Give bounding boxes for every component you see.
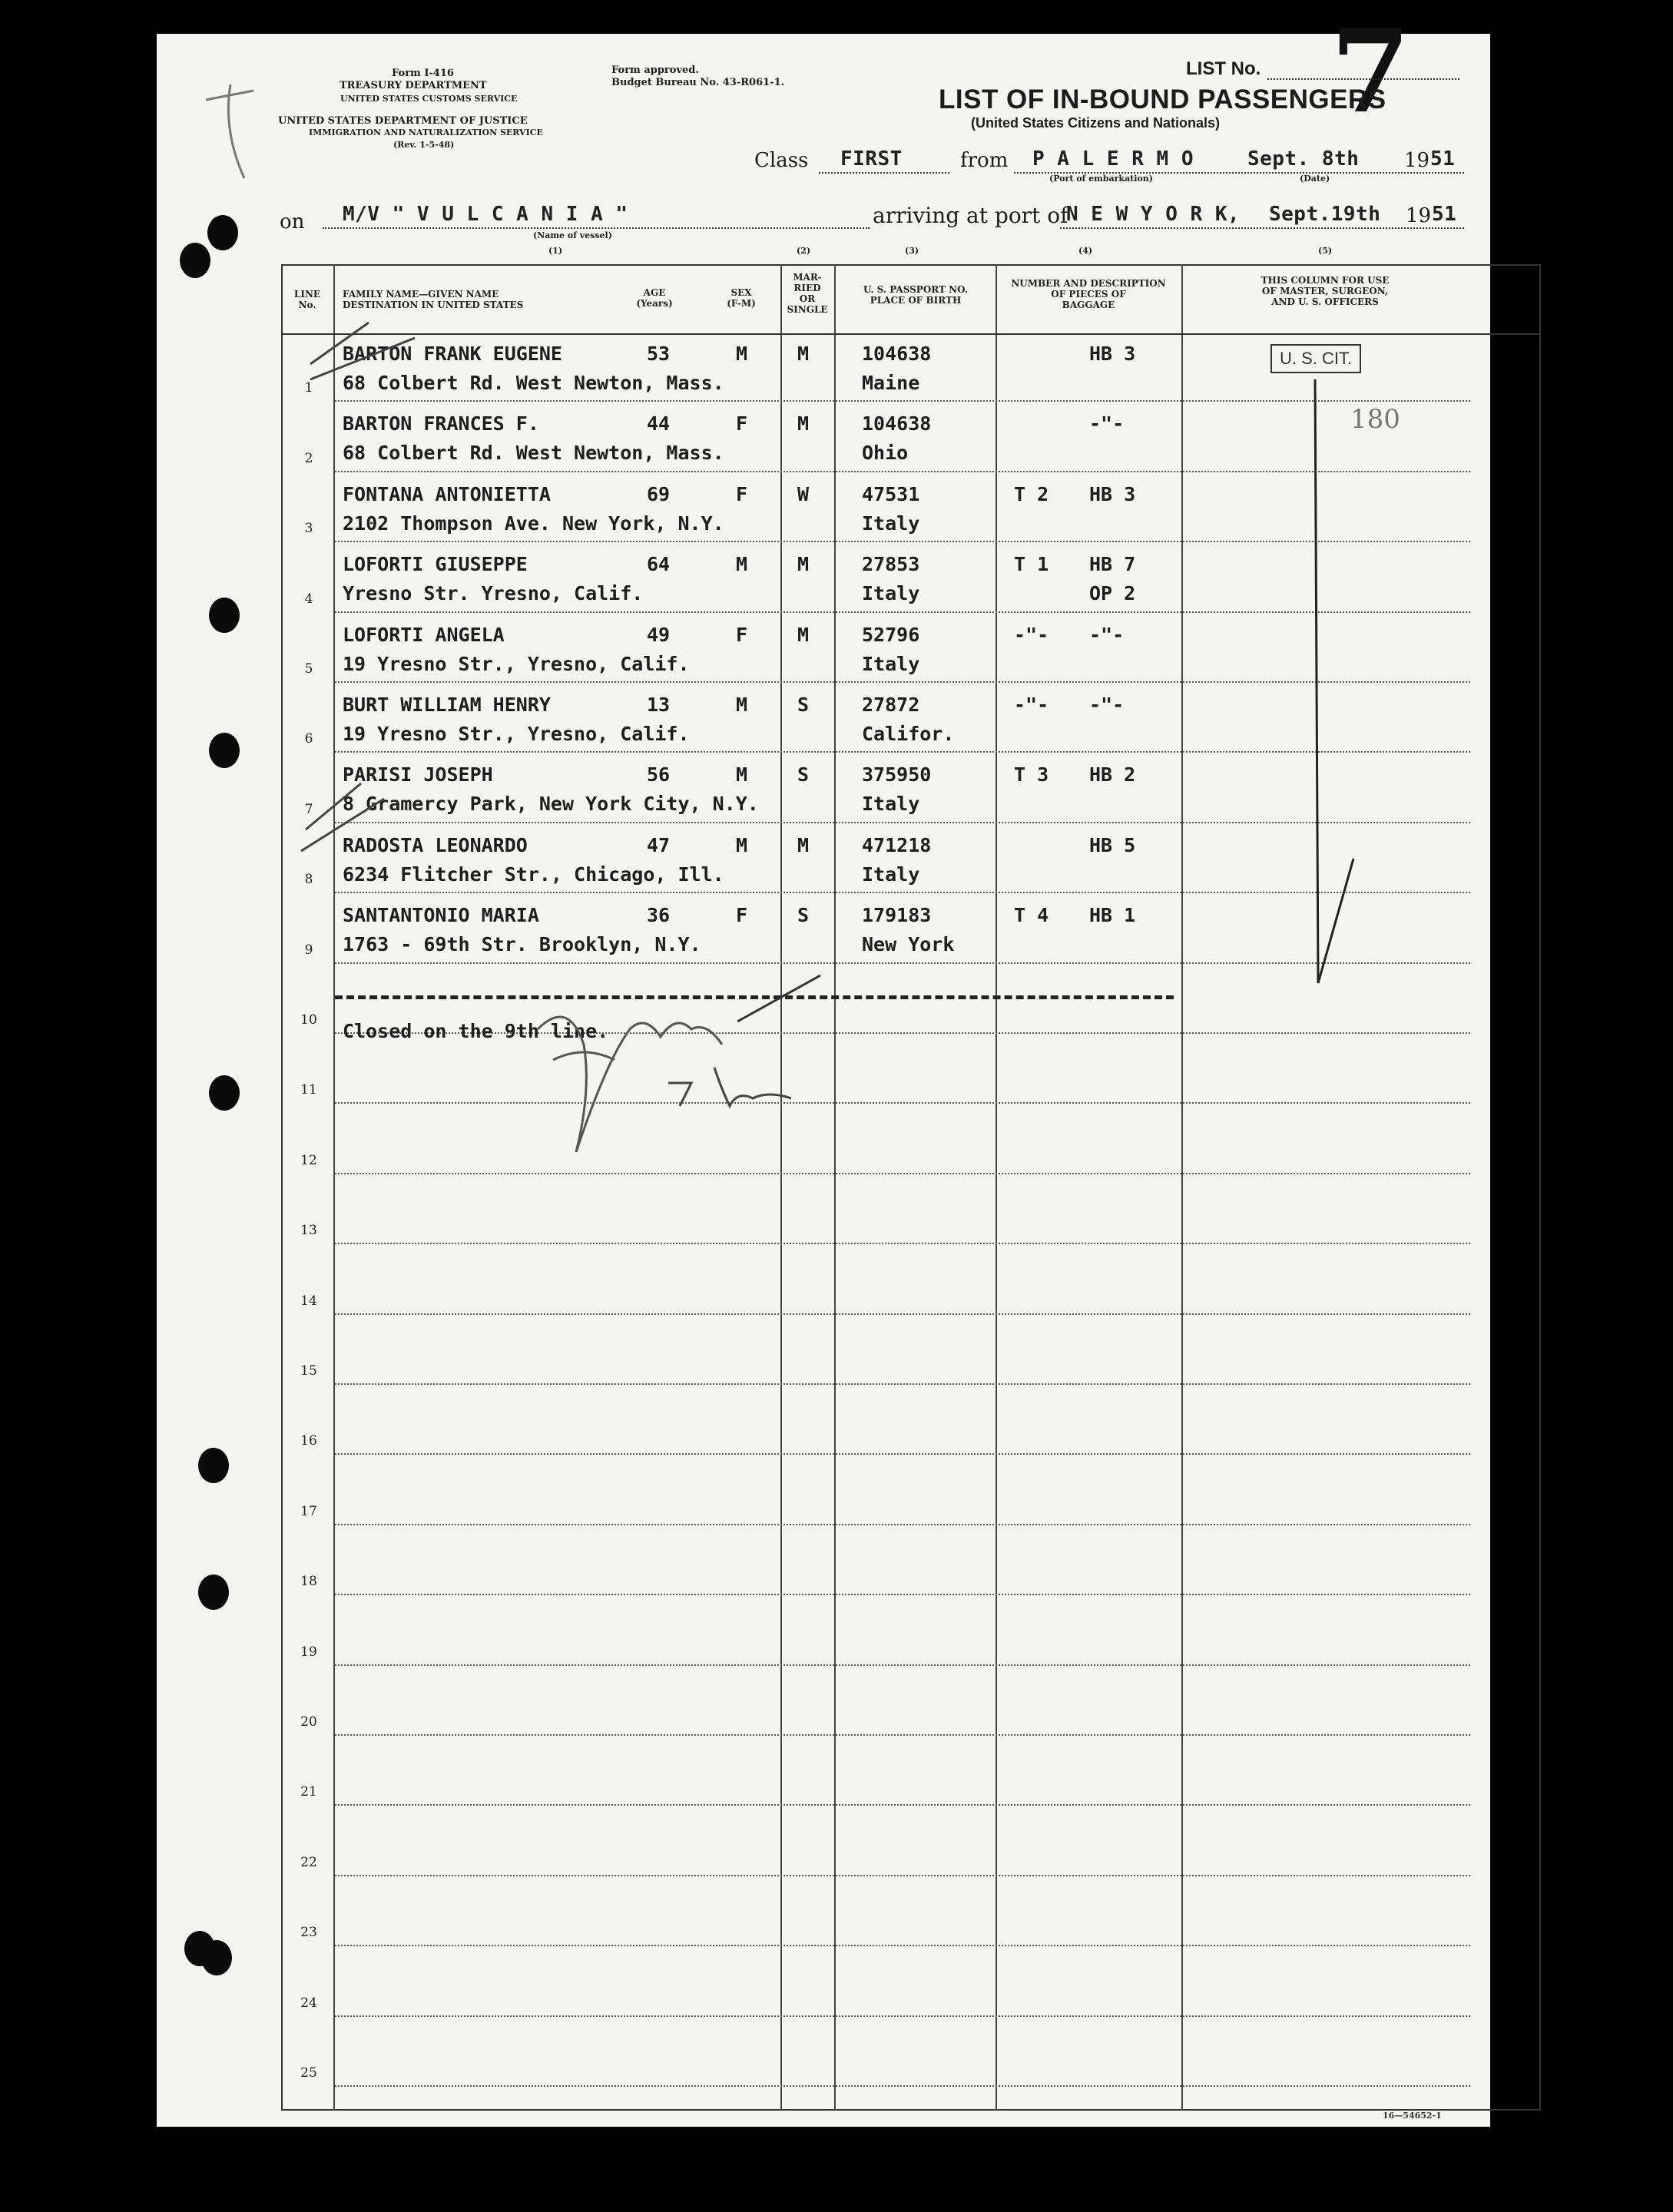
passenger-name: BURT WILLIAM HENRY bbox=[343, 694, 551, 716]
row-separator bbox=[335, 1243, 1470, 1244]
row-separator bbox=[335, 1945, 1470, 1946]
passenger-sex: M bbox=[736, 694, 748, 716]
header-line-no: LINE No. bbox=[293, 289, 321, 310]
line-number: 7 bbox=[304, 801, 313, 817]
arriving-label: arriving at port of bbox=[873, 203, 1068, 228]
port-embarkation: P A L E R M O bbox=[1032, 147, 1194, 171]
passenger-age: 56 bbox=[647, 763, 671, 786]
row-separator bbox=[335, 1734, 1470, 1736]
arrival-underline bbox=[1060, 227, 1464, 229]
header-sex: SEX (F-M) bbox=[727, 287, 756, 309]
class-label: Class bbox=[754, 149, 809, 172]
list-no-value: 7 bbox=[1330, 4, 1411, 139]
header-name: FAMILY NAME—GIVEN NAME DESTINATION IN UNITED STATES bbox=[343, 289, 524, 310]
place-of-birth: Italy bbox=[862, 652, 920, 675]
passport-number: 27872 bbox=[862, 694, 920, 716]
passenger-age: 53 bbox=[647, 343, 671, 365]
line-number: 16 bbox=[300, 1433, 317, 1449]
arrival-port: N E W Y O R K, bbox=[1066, 203, 1241, 226]
vessel-name: M/V " V U L C A N I A " bbox=[343, 203, 628, 226]
vessel-underline bbox=[323, 227, 870, 229]
passenger-name: LOFORTI GIUSEPPE bbox=[343, 553, 528, 576]
embark-year-prefix: 19 bbox=[1404, 149, 1430, 172]
line-number: 2 bbox=[304, 450, 313, 466]
passenger-age: 64 bbox=[647, 553, 671, 576]
baggage-hand: HB 3 bbox=[1089, 343, 1136, 365]
baggage-trunks: T 4 bbox=[1014, 904, 1049, 927]
baggage-hand: HB 2 bbox=[1089, 763, 1136, 786]
line-number: 14 bbox=[300, 1293, 317, 1309]
line-number: 13 bbox=[300, 1223, 317, 1239]
passenger-age: 44 bbox=[647, 412, 671, 435]
date-caption: (Date) bbox=[1300, 174, 1330, 184]
header-age: AGE (Years) bbox=[636, 287, 673, 309]
header-officers: THIS COLUMN FOR USE OF MASTER, SURGEON, AND U. S. OFFICERS bbox=[1261, 275, 1390, 307]
row-separator bbox=[335, 1383, 1470, 1385]
line-number: 18 bbox=[300, 1574, 317, 1590]
punch-hole bbox=[209, 733, 240, 768]
row-separator bbox=[335, 1804, 1470, 1806]
header-passport: U. S. PASSPORT NO. PLACE OF BIRTH bbox=[863, 284, 969, 306]
baggage-trunks: T 3 bbox=[1014, 763, 1049, 786]
treasury-dept: TREASURY DEPARTMENT bbox=[340, 80, 487, 91]
row-separator bbox=[335, 1102, 1470, 1104]
embark-date: Sept. 8th bbox=[1247, 147, 1360, 171]
passenger-marital-status: M bbox=[797, 833, 810, 856]
baggage-trunks: T 2 bbox=[1014, 482, 1049, 505]
row-separator bbox=[335, 681, 1470, 683]
vessel-caption: (Name of vessel) bbox=[533, 230, 612, 240]
stamp-number: 180 bbox=[1350, 404, 1400, 435]
passenger-marital-status: M bbox=[797, 412, 810, 435]
col-3-number: (3) bbox=[905, 246, 919, 256]
passenger-marital-status: S bbox=[797, 694, 810, 716]
passenger-sex: F bbox=[736, 623, 748, 646]
row-separator bbox=[335, 471, 1470, 472]
passport-number: 104638 bbox=[862, 343, 932, 365]
destination-address: 68 Colbert Rd. West Newton, Mass. bbox=[343, 372, 724, 394]
passenger-age: 13 bbox=[647, 694, 671, 716]
row-separator bbox=[335, 1173, 1470, 1174]
justice-dept: UNITED STATES DEPARTMENT OF JUSTICE bbox=[278, 115, 528, 127]
passport-number: 27853 bbox=[862, 553, 920, 576]
passenger-age: 69 bbox=[647, 482, 671, 505]
punch-hole bbox=[180, 243, 210, 278]
destination-address: 6234 Flitcher Str., Chicago, Ill. bbox=[343, 863, 724, 886]
line-number: 11 bbox=[300, 1082, 317, 1098]
stamp-text: U. S. CIT. bbox=[1280, 349, 1353, 368]
place-of-birth: New York bbox=[862, 933, 955, 956]
punch-hole bbox=[209, 1075, 240, 1111]
passenger-marital-status: M bbox=[797, 553, 810, 576]
line-number: 23 bbox=[300, 1925, 317, 1941]
punch-hole bbox=[209, 598, 240, 633]
line-number: 24 bbox=[300, 1995, 317, 2011]
place-of-birth: Maine bbox=[862, 372, 920, 394]
line-number: 15 bbox=[300, 1363, 317, 1379]
passport-number: 471218 bbox=[862, 833, 932, 856]
baggage-hand: HB 5 bbox=[1089, 833, 1136, 856]
passenger-age: 49 bbox=[647, 623, 671, 646]
list-no-label: LIST No. bbox=[1186, 58, 1261, 79]
revision: (Rev. 1-5-48) bbox=[393, 140, 455, 150]
row-separator bbox=[335, 751, 1470, 753]
passenger-sex: M bbox=[736, 343, 748, 365]
destination-address: 19 Yresno Str., Yresno, Calif. bbox=[343, 723, 690, 745]
class-value: FIRST bbox=[840, 147, 903, 171]
line-number: 1 bbox=[304, 380, 313, 396]
arrival-year-prefix: 19 bbox=[1406, 204, 1432, 227]
passenger-sex: M bbox=[736, 553, 748, 576]
line-number: 5 bbox=[304, 661, 313, 677]
punch-hole bbox=[201, 1940, 232, 1975]
passenger-name: BARTON FRANK EUGENE bbox=[343, 343, 562, 365]
arrival-year: 51 bbox=[1432, 203, 1457, 226]
passenger-marital-status: M bbox=[797, 343, 810, 365]
destination-address: 8 Gramercy Park, New York City, N.Y. bbox=[343, 793, 759, 816]
passenger-marital-status: S bbox=[797, 763, 810, 786]
line-number: 21 bbox=[300, 1784, 317, 1800]
from-label: from bbox=[960, 149, 1009, 172]
passport-number: 52796 bbox=[862, 623, 920, 646]
row-separator bbox=[335, 822, 1470, 823]
line-number: 9 bbox=[304, 942, 313, 958]
destination-address: 68 Colbert Rd. West Newton, Mass. bbox=[343, 442, 724, 465]
vessel-col-number: (1) bbox=[548, 246, 563, 256]
customs-service: UNITED STATES CUSTOMS SERVICE bbox=[340, 94, 518, 104]
passenger-marital-status: S bbox=[797, 904, 810, 927]
header-baggage: NUMBER AND DESCRIPTION OF PIECES OF BAGGAGE bbox=[1011, 278, 1166, 310]
row-separator bbox=[335, 1594, 1470, 1595]
closing-rule bbox=[335, 995, 1174, 999]
line-number: 10 bbox=[300, 1012, 317, 1028]
document-title: LIST OF IN-BOUND PASSENGERS bbox=[939, 84, 1386, 114]
passenger-name: PARISI JOSEPH bbox=[343, 763, 493, 786]
baggage-hand: HB 3 bbox=[1089, 482, 1136, 505]
col-4-number: (4) bbox=[1078, 246, 1093, 256]
passenger-name: RADOSTA LEONARDO bbox=[343, 833, 528, 856]
baggage-trunks: -"- bbox=[1014, 694, 1049, 716]
arrival-date: Sept.19th bbox=[1269, 203, 1381, 226]
row-separator bbox=[335, 1664, 1470, 1666]
passenger-age: 47 bbox=[647, 833, 671, 856]
passport-number: 375950 bbox=[862, 763, 932, 786]
baggage-hand: HB 1 bbox=[1089, 904, 1136, 927]
col-2-number: (2) bbox=[797, 246, 811, 256]
place-of-birth: Italy bbox=[862, 512, 920, 535]
passenger-name: BARTON FRANCES F. bbox=[343, 412, 539, 435]
line-number: 3 bbox=[304, 521, 313, 537]
baggage-trunks: T 1 bbox=[1014, 553, 1049, 576]
destination-address: Yresno Str. Yresno, Calif. bbox=[343, 582, 644, 605]
place-of-birth: Califor. bbox=[862, 723, 955, 745]
place-of-birth: Italy bbox=[862, 793, 920, 816]
class-underline bbox=[819, 172, 949, 174]
budget-bureau: Budget Bureau No. 43-R061-1. bbox=[611, 77, 785, 88]
row-separator bbox=[335, 2085, 1470, 2087]
row-separator bbox=[335, 962, 1470, 964]
line-number: 19 bbox=[300, 1644, 317, 1660]
baggage-hand: -"- bbox=[1089, 623, 1125, 646]
on-label: on bbox=[280, 210, 305, 233]
line-number: 25 bbox=[300, 2065, 317, 2081]
place-of-birth: Ohio bbox=[862, 442, 909, 465]
col-5-number: (5) bbox=[1318, 246, 1333, 256]
line-number: 12 bbox=[300, 1152, 317, 1168]
line-number: 17 bbox=[300, 1503, 317, 1519]
row-separator bbox=[335, 400, 1470, 402]
row-separator bbox=[335, 892, 1470, 893]
embark-year: 51 bbox=[1430, 147, 1456, 171]
baggage-hand: -"- bbox=[1089, 694, 1125, 716]
passenger-sex: M bbox=[736, 833, 748, 856]
row-separator bbox=[335, 1875, 1470, 1876]
destination-address: 19 Yresno Str., Yresno, Calif. bbox=[343, 652, 690, 675]
port-caption: (Port of embarkation) bbox=[1049, 174, 1153, 184]
row-separator bbox=[335, 1313, 1470, 1315]
place-of-birth: Italy bbox=[862, 863, 920, 886]
line-number: 20 bbox=[300, 1714, 317, 1730]
baggage-trunks: -"- bbox=[1014, 623, 1049, 646]
line-number: 4 bbox=[304, 591, 313, 607]
passport-number: 104638 bbox=[862, 412, 932, 435]
footer-code: 16—54652-1 bbox=[1383, 2111, 1442, 2121]
passport-number: 179183 bbox=[862, 904, 932, 927]
line-number: 8 bbox=[304, 872, 313, 888]
line-number: 6 bbox=[304, 731, 313, 747]
passenger-name: FONTANA ANTONIETTA bbox=[343, 482, 551, 505]
passenger-sex: M bbox=[736, 763, 748, 786]
baggage-hand: -"- bbox=[1089, 412, 1125, 435]
passenger-sex: F bbox=[736, 482, 748, 505]
baggage-hand: HB 7 bbox=[1089, 553, 1136, 576]
row-separator bbox=[335, 541, 1470, 542]
destination-address: 1763 - 69th Str. Brooklyn, N.Y. bbox=[343, 933, 701, 956]
form-approved: Form approved. bbox=[611, 65, 699, 76]
place-of-birth: Italy bbox=[862, 582, 920, 605]
passenger-marital-status: M bbox=[797, 623, 810, 646]
header-married: MAR- RIED OR SINGLE bbox=[787, 272, 828, 315]
passenger-sex: F bbox=[736, 904, 748, 927]
passenger-marital-status: W bbox=[797, 482, 810, 505]
document-subtitle: (United States Citizens and Nationals) bbox=[971, 115, 1221, 131]
list-no-underline bbox=[1267, 78, 1459, 80]
passport-number: 47531 bbox=[862, 482, 920, 505]
row-separator bbox=[335, 1453, 1470, 1455]
baggage-other: OP 2 bbox=[1089, 582, 1136, 605]
closing-note: Closed on the 9th line. bbox=[343, 1020, 609, 1042]
destination-address: 2102 Thompson Ave. New York, N.Y. bbox=[343, 512, 724, 535]
line-number: 22 bbox=[300, 1854, 317, 1870]
punch-hole bbox=[198, 1575, 229, 1610]
punch-hole bbox=[198, 1448, 229, 1483]
form-number: Form I-416 bbox=[392, 68, 454, 79]
ins-service: IMMIGRATION AND NATURALIZATION SERVICE bbox=[309, 127, 543, 137]
row-separator bbox=[335, 1524, 1470, 1525]
passenger-name: SANTANTONIO MARIA bbox=[343, 904, 539, 927]
us-citizen-stamp bbox=[1270, 344, 1361, 373]
punch-hole bbox=[207, 215, 238, 250]
passenger-sex: F bbox=[736, 412, 748, 435]
passenger-name: LOFORTI ANGELA bbox=[343, 623, 505, 646]
row-separator bbox=[335, 611, 1470, 613]
row-separator bbox=[335, 2015, 1470, 2017]
header-bottom-rule bbox=[281, 333, 1541, 335]
passenger-age: 36 bbox=[647, 904, 671, 927]
